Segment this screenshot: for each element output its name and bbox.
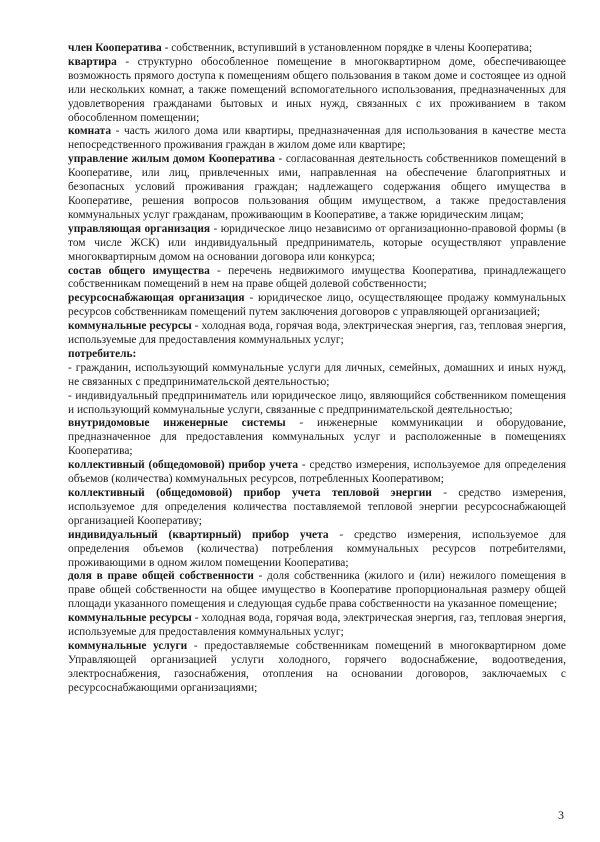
definition-text: - холодная вода, горячая вода, электрическая энергия, газ, тепловая энергия, используемые для предоставления коммунальных услуг; xyxy=(68,320,567,347)
definition-text: - структурно обособленное помещение в многоквартирном доме, обеспечивающее возможность прямого доступа к помещениям общего пользования в таком доме и состоящее из одной или нескольких комнат, а также помещений вспомогательного использования, предназначенных для удовлетворения гражданами бытовых и иных нужд, связанных с их проживанием в таком обособленном помещении; xyxy=(68,55,566,124)
definition-term: квартира xyxy=(68,55,117,68)
definition-term: комната xyxy=(68,125,112,138)
definition-entry xyxy=(68,348,566,362)
definition-entry xyxy=(68,292,566,320)
definition-term: управление жилым домом Кооператива xyxy=(68,153,275,166)
definition-entry xyxy=(68,459,566,487)
page-number: 3 xyxy=(558,808,564,822)
definition-text: - средство измерения, используемое для определения количества поставляемой тепловой энергии ресурсоснабжающей организацией Кооперативу; xyxy=(68,487,566,527)
definition-term: коммунальные ресурсы xyxy=(68,612,192,625)
definition-entry xyxy=(68,153,566,223)
definition-entry xyxy=(68,265,566,293)
definition-entry xyxy=(68,56,566,126)
definition-term: член Кооператива xyxy=(68,42,162,54)
definition-term: ресурсоснабжающая организация xyxy=(68,292,245,305)
definition-entry xyxy=(68,487,566,529)
definition-text: - инженерные коммуникации и оборудование, предназначенное для предоставления коммунальных услуг и расположенные в помещениях Кооператива; xyxy=(68,417,567,458)
definition-text: - предоставляемые собственникам помещений в многоквартирном доме Управляющей организацией услуги холодного, горячего водоснабжение, водоотведения, электроснабжения, газоснабжения, отопления на основании договоров, заключаемых с ресурсоснабжающими организациями; xyxy=(68,639,566,694)
definition-entry xyxy=(68,612,566,640)
definition-text: - часть жилого дома или квартиры, предназначенная для использования в качестве места непосредственного проживания граждан в жилом доме или квартире; xyxy=(68,125,566,152)
definition-term: коллективный (общедомовой) прибор учета тепловой энергии xyxy=(68,487,432,499)
definition-term: потребитель: xyxy=(68,347,137,360)
definition-text: - средство измерения, используемое для определения объемов (количества) потребления коммунальных ресурсов потребителями, проживающими в одном жилом помещении Кооператива; xyxy=(68,528,566,569)
definition-entry xyxy=(68,223,566,265)
definition-text: - юридическое лицо независимо от организационно-правовой формы (в том числе ЖСК) или индивидуальный предприниматель, которые осуществляют управление многоквартирным домом на основании договора или конкурса; xyxy=(68,222,566,263)
definition-text: - холодная вода, горячая вода, электрическая энергия, газ, тепловая энергия, используемые для предоставления коммунальных услуг; xyxy=(68,612,567,639)
definition-entry xyxy=(68,362,566,390)
definition-entry xyxy=(68,417,566,459)
definition-text: - доля собственника (жилого и (или) нежилого помещения в праве общей собственности на общее имущество в Кооперативе пропорциональная размеру общей площади указанного помещения и следующая судьбе права собственности на указанное помещение; xyxy=(68,570,567,611)
definition-term: коммунальные ресурсы xyxy=(68,320,192,333)
definition-text: - собственник, вступивший в установленном порядке в члены Кооператива; xyxy=(161,42,533,54)
definition-term: доля в праве общей собственности xyxy=(68,570,254,583)
definition-entry xyxy=(68,529,566,571)
definition-text: - средство измерения, используемое для определения объемов (количества) коммунальных ресурсов, потребленных Кооперативом; xyxy=(68,459,566,486)
definition-entry xyxy=(68,42,566,56)
definition-text: - перечень недвижимого имущества Кооператива, принадлежащего собственникам помещений в нем на праве общей долевой собственности; xyxy=(68,264,566,291)
definition-entry xyxy=(68,320,566,348)
definition-text: - индивидуальный предприниматель или юридическое лицо, являющийся собственником помещения и использующий коммунальные услуги, связанные с предпринимательской деятельностью; xyxy=(68,389,566,416)
definition-term: состав общего имущества xyxy=(68,264,210,277)
definition-entry xyxy=(68,640,566,696)
definition-term: индивидуальный (квартирный) прибор учета xyxy=(68,528,329,541)
definition-term: коллективный (общедомовой) прибор учета xyxy=(68,459,299,472)
definitions-list xyxy=(68,42,566,696)
definition-term: управляющая организация xyxy=(68,222,211,235)
definition-entry xyxy=(68,570,566,612)
definition-term: внутридомовые инженерные системы xyxy=(68,417,286,430)
definition-term: коммунальные услуги xyxy=(68,639,188,652)
definition-text: - гражданин, использующий коммунальные услуги для личных, семейных, домашних и иных нужд, не связанных с предпринимательской деятельностью; xyxy=(68,361,566,388)
definition-text: - юридическое лицо, осуществляющее продажу коммунальных ресурсов собственникам помещений путем заключения договоров с управляющей организацией; xyxy=(68,292,567,319)
definition-entry xyxy=(68,390,566,418)
definition-text: - согласованная деятельность собственников помещений в Кооперативе, или лиц, привлеченных ими, направленная на обеспечение благоприятных и безопасных условий проживания граждан; надлежащего содержания общего имущества в Кооперативе, решения вопросов пользования общим имуществом, а также предоставления коммунальных услуг гражданам, проживающим в Кооперативе, а также юридическим лицам; xyxy=(68,153,566,221)
definition-entry xyxy=(68,125,566,153)
